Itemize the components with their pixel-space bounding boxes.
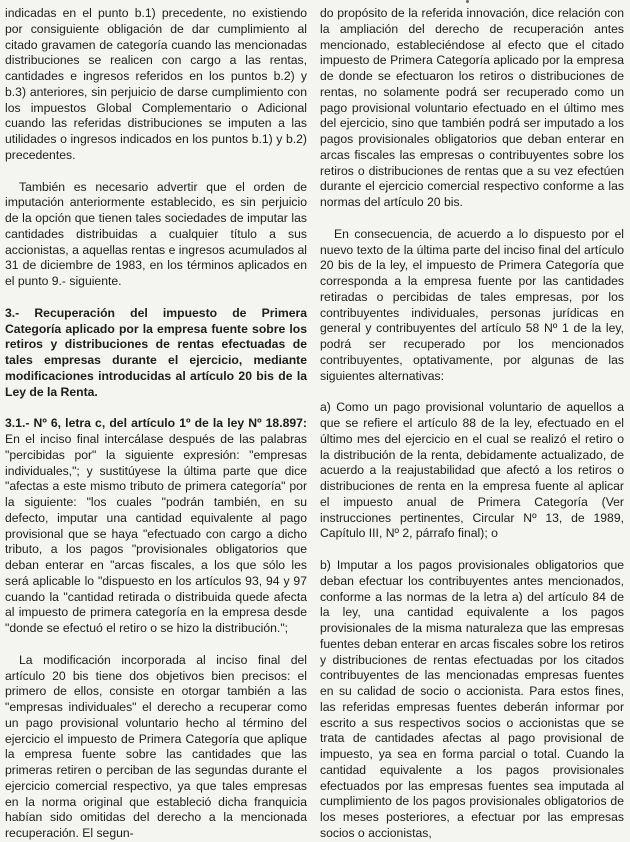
paragraph-imputation-order: También es necesario advertir que el orden de imputación anteriormente establecido, es sin perjuicio de la opción que tienen tales sociedades de imputar las cantidades distribuidas a cualquier título a sus accionistas, a aquellas rentas e ingresos acumulados al 31 de diciembre de 1983, en los términos aplicados en el punto 9.- siguiente.	[5, 179, 307, 288]
paragraph-modification: La modificación incorporada al inciso final del artículo 20 bis tiene dos objetivos bien precisos: el primero de ellos, consiste en otorgar también a las "empresas individuales" el derecho a recuperar como un pago provisional voluntario hecho al término del ejercicio el impuesto de Primera Categoría que aplique la empresa fuente sobre las cantidades que las primeras retiren o perciban de las segundas durante el ejercicio comercial respectivo, ya que tales empresas en la norma original que estableció dicha franquicia habían sido omitidas del derecho a la mencionada recuperación. El segun-	[5, 652, 307, 840]
section-heading-3: 3.- Recuperación del impuesto de Primera Categoría aplicado por la empresa fuente sobre los retiros y distribuciones de rentas efectuadas de tales empresas durante el ejercicio, mediante modificaciones introducidas al artículo 20 bis de la Ley de la Renta.	[5, 305, 307, 399]
paragraph-continuation: indicadas en el punto b.1) precedente, no existiendo por consiguiente obligación de dar cumplimiento al citado gravamen de categoría cuando las mencionadas distribuciones se realicen con cargo a las rentas, cantidades e ingresos referidos en los puntos b.2) y b.3) anteriores, sin perjuicio de darse cumplimiento con los impuestos Global Complementario o Adicional cuando las referidas distribuciones se imputen a las utilidades o ingresos indicados en los puntos b.1) y b.2) precedentes.	[5, 6, 307, 162]
right-column	[320, 6, 624, 842]
scan-mark	[466, 0, 469, 3]
subsection-heading-3-1: 3.1.- Nº 6, letra c, del artículo 1º de la ley Nº 18.897:	[5, 416, 307, 431]
alternative-a: a) Como un pago provisional voluntario de aquellos a que se refiere el artículo 88 de la ley, efectuado en el último mes del ejercicio en el cual se realizó el retiro o la distribución de la renta, debidamente actualizado, de acuerdo a la reajustabilidad que afectó a los retiros o distribuciones de renta en la empresa fuente al aplicar el impuesto anual de Primera Categoría (Ver instrucciones pertinentes, Circular Nº 13, de 1989, Capítulo III, Nº 2, párrafo final); o	[320, 400, 624, 541]
paragraph-consequence: En consecuencia, de acuerdo a lo dispuesto por el nuevo texto de la última parte del inciso final del artículo 20 bis de la ley, el impuesto de Primera Categoría que corresponda a la empresa fuente por las cantidades retiradas o percibidas de tales empresas, por los contribuyentes individuales, personas jurídicas en general y contribuyentes del artículo 58 Nº 1 de la ley, podrá ser recuperado por los mencionados contribuyentes, optativamente, por algunas de las siguientes alternativas:	[320, 226, 624, 383]
subsection-3-1-text: En el inciso final intercálase después de las palabras "percibidas por" la siguiente expresión: "empresas individuales,"; y sustitúyese la última parte que dice "afectas a este mismo tributo de primera categoría" por la siguiente: "los cuales "podrán también, en su defecto, imputar una cantidad equivalente al pago provisional que se haya "efectuado con cargo a dicho tributo, a los pagos "provisionales obligatorios que deban enterar en "arcas fiscales, a los que sólo les será aplicable lo "dispuesto en los artículos 93, 94 y 97 cuando la "cantidad retirada o distribuida quede afecta al impuesto de primera categoría en la empresa desde "donde se efectuó el retiro o se hizo la distribución.";	[5, 432, 307, 635]
left-column	[5, 6, 307, 842]
subsection-3-1	[5, 416, 307, 637]
alternative-b: b) Imputar a los pagos provisionales obligatorios que deban efectuar los contribuyentes antes mencionados, conforme a las normas de la letra a) del artículo 84 de la ley, una cantidad equivalente a los pagos provisionales de la misma naturaleza que las empresas fuentes deban enterar en arcas fiscales sobre los retiros y distribuciones de rentas efectuadas por los citados contribuyentes de las mencionadas empresas fuentes en su calidad de socio o accionista. Para estos fines, las referidas empresas fuentes deberán informar por escrito a sus respectivos socios o accionistas que se trata de cantidades afectas al pago provisional de impuesto, ya sea en forma parcial o total. Cuando la cantidad equivalente a los pagos provisionales efectuados por las empresas fuentes sea imputada al cumplimiento de los pagos provisionales obligatorios de los meses posteriores, a efectuar por las empresas socios o accionistas,	[320, 558, 624, 840]
paragraph-second-purpose: do propósito de la referida innovación, dice relación con la ampliación del derecho de recuperación antes mencionado, estableciéndose al efecto que el citado impuesto de Primera Categoría aplicado por la empresa de donde se efectuaron los retiros o distribuciones de rentas, no solamente podrá ser recuperado como un pago provisional voluntario efectuado en el último mes del ejercicio, sino que también podrá ser imputado a los pagos provisionales obligatorios que deban enterar en arcas fiscales las empresas o contribuyentes sobre los retiros o distribuciones de rentas que a su vez efectúen durante el ejercicio comercial respectivo conforme a las normas del artículo 20 bis.	[320, 6, 624, 209]
